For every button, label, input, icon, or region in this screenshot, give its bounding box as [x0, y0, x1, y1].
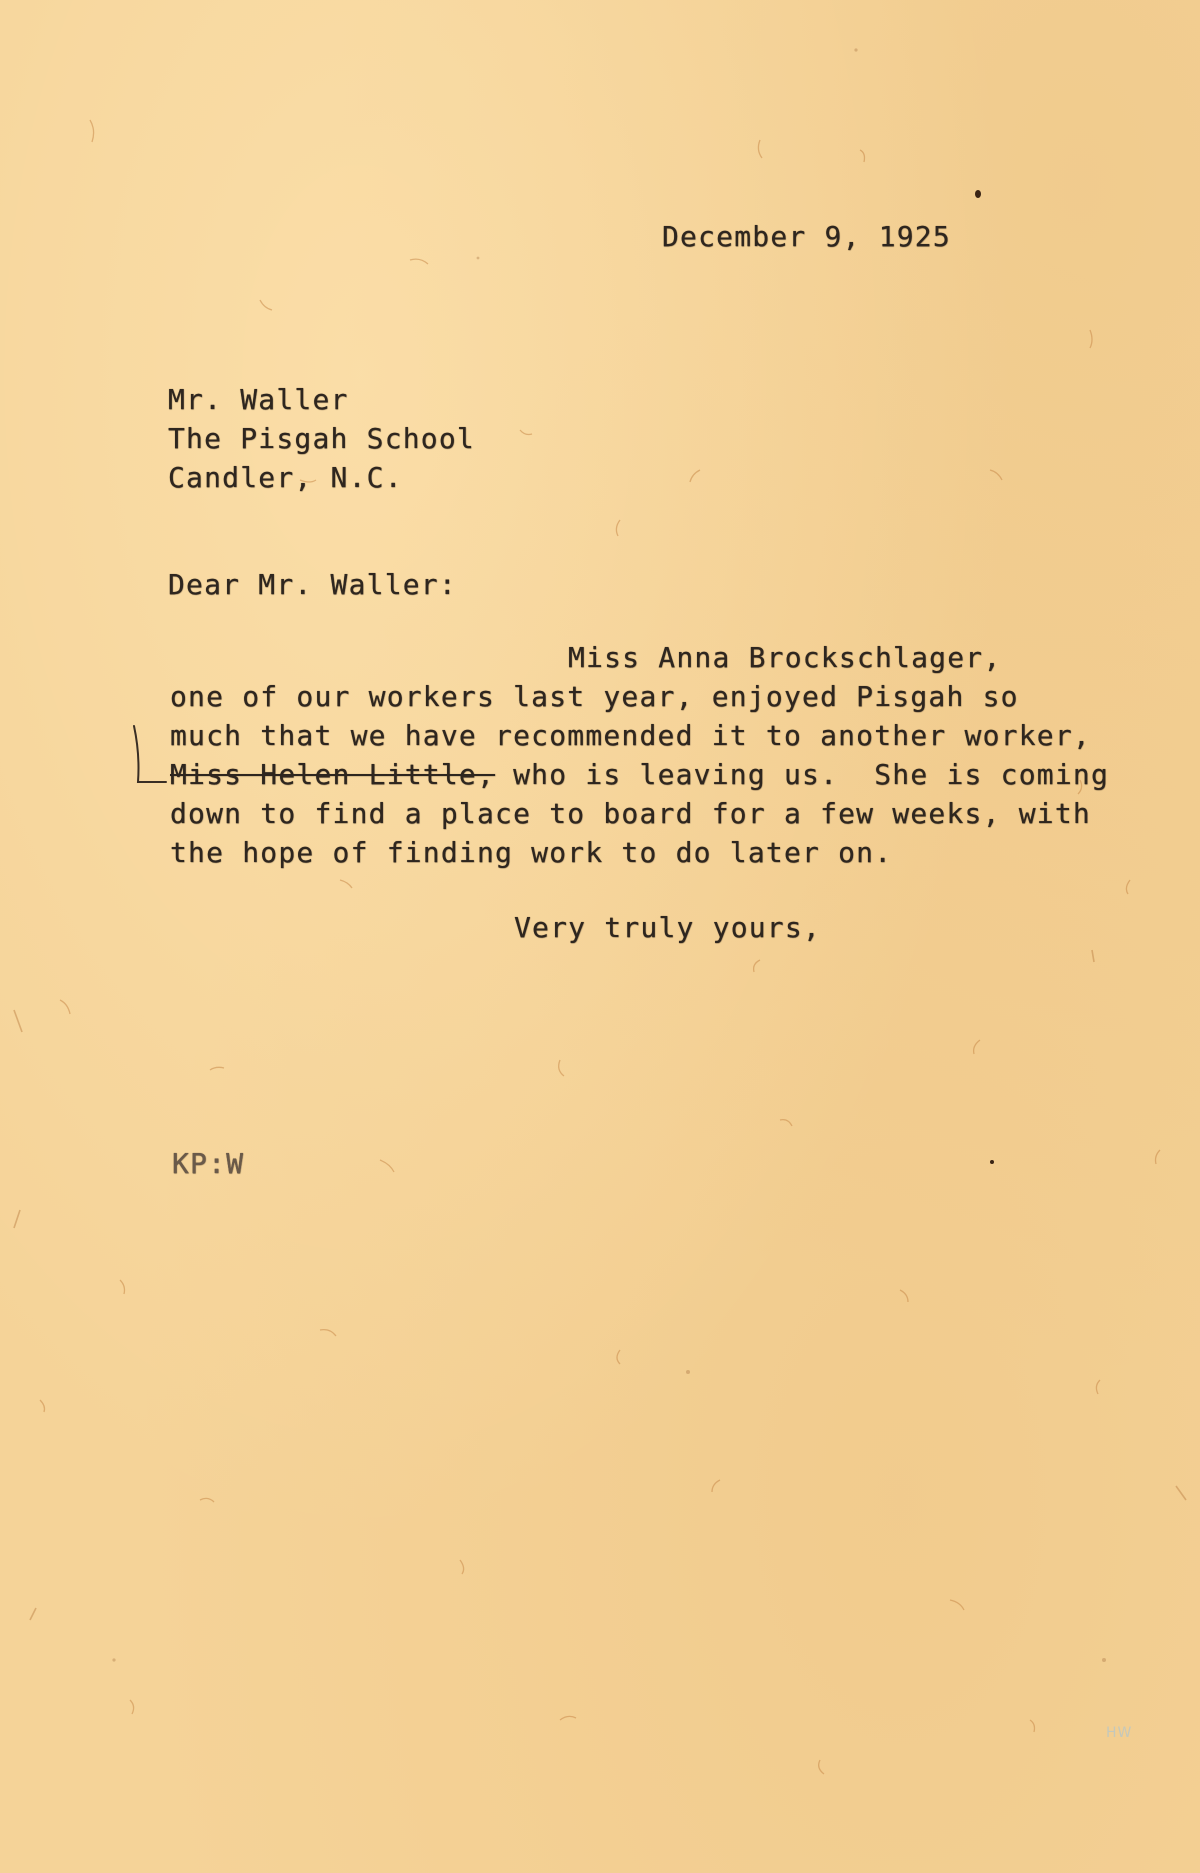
closing: Very truly yours, [514, 911, 821, 944]
body-line-1: Miss Anna Brockschlager, [568, 641, 1002, 674]
body-line-2: one of our workers last year, enjoyed Pisgah so [170, 680, 1019, 713]
body-line-3: much that we have recommended it to another worker, [170, 719, 1091, 752]
body-line-4-rest: who is leaving us. She is coming [495, 758, 1109, 791]
body-line-5: down to find a place to board for a few weeks, with [170, 797, 1091, 830]
struck-out-name: Miss Helen Little, [170, 758, 496, 791]
recipient-location: Candler, N.C. [168, 461, 403, 494]
body-line-4 [170, 758, 1109, 791]
salutation: Dear Mr. Waller: [168, 568, 457, 601]
ink-speck [990, 1160, 994, 1164]
ink-speck [975, 190, 981, 198]
body-line-6: the hope of finding work to do later on. [170, 836, 893, 869]
letter-date: December 9, 1925 [662, 220, 951, 253]
corner-monogram: HW [1106, 1725, 1133, 1741]
recipient-name: Mr. Waller [168, 383, 349, 416]
recipient-organization: The Pisgah School [168, 422, 475, 455]
reference-initials: KP:W [172, 1147, 245, 1180]
pencil-bracket-mark [128, 724, 168, 786]
